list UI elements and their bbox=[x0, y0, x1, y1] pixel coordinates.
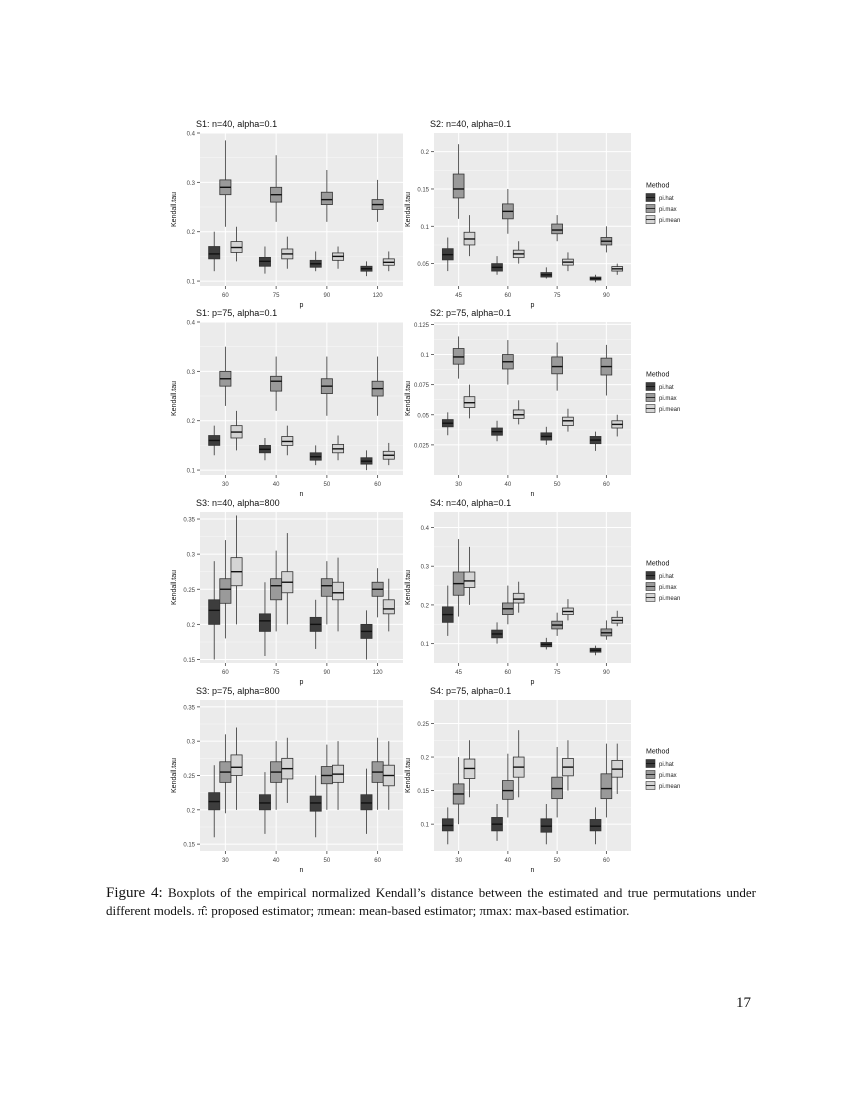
panel-title: S3: n=40, alpha=800 bbox=[196, 498, 280, 508]
y-tick-label: 0.1 bbox=[420, 224, 429, 231]
box-pi.max bbox=[271, 579, 282, 600]
y-tick-label: 0.1 bbox=[420, 822, 429, 829]
y-tick-label: 0.2 bbox=[186, 230, 195, 237]
x-tick-label: 75 bbox=[553, 293, 561, 299]
y-axis-label: Kendall.tau bbox=[171, 380, 178, 417]
x-tick-label: 50 bbox=[553, 482, 561, 488]
x-tick-label: 60 bbox=[504, 670, 512, 676]
x-tick-label: 60 bbox=[603, 482, 610, 488]
x-tick-label: 40 bbox=[272, 482, 280, 488]
box-pi.max bbox=[321, 192, 332, 204]
box-pi.max bbox=[552, 357, 563, 374]
x-tick-label: 60 bbox=[603, 858, 610, 864]
box-pi.max bbox=[453, 174, 464, 198]
y-axis-label: Kendall.tau bbox=[405, 757, 412, 794]
y-tick-label: 0.2 bbox=[186, 622, 195, 629]
panel-background bbox=[200, 322, 403, 475]
x-tick-label: 50 bbox=[553, 858, 561, 864]
x-tick-label: 60 bbox=[222, 670, 229, 676]
y-tick-label: 0.15 bbox=[183, 842, 195, 849]
panel-title: S3: p=75, alpha=800 bbox=[196, 686, 280, 696]
legend-label: pi.hat bbox=[659, 574, 674, 580]
x-tick-label: 50 bbox=[323, 482, 331, 488]
y-axis-label: Kendall.tau bbox=[405, 569, 412, 606]
x-tick-label: 50 bbox=[323, 858, 331, 864]
y-tick-label: 0.05 bbox=[417, 262, 429, 269]
x-axis-label: n bbox=[530, 491, 535, 498]
caption-text: Boxplots of the empirical normalized Kendall’s distance between the estimated and true permutations under different models. π̂: proposed estimator; πmean: mean-based estimator; πmax: max-based estimatior. bbox=[106, 885, 756, 918]
box-pi.mean bbox=[464, 572, 475, 587]
y-tick-label: 0.4 bbox=[186, 131, 195, 138]
y-tick-label: 0.025 bbox=[413, 443, 429, 450]
panel-background bbox=[434, 322, 631, 475]
x-axis-label: n bbox=[530, 867, 535, 874]
y-tick-label: 0.075 bbox=[413, 383, 429, 390]
y-tick-label: 0.2 bbox=[420, 150, 429, 157]
x-tick-label: 30 bbox=[222, 482, 229, 488]
x-tick-label: 90 bbox=[323, 670, 331, 676]
x-tick-label: 45 bbox=[455, 670, 462, 676]
legend-title: Method bbox=[646, 371, 670, 379]
x-axis-label: p bbox=[299, 679, 304, 686]
box-pi.mean bbox=[332, 582, 343, 600]
y-tick-label: 0.1 bbox=[420, 353, 429, 360]
box-pi.hat bbox=[259, 614, 270, 632]
legend-label: pi.mean bbox=[659, 407, 681, 413]
panel-1 bbox=[171, 119, 403, 309]
y-tick-label: 0.1 bbox=[420, 642, 429, 649]
box-pi.hat bbox=[590, 819, 601, 830]
y-tick-label: 0.125 bbox=[413, 322, 429, 329]
legend-label: pi.max bbox=[659, 396, 677, 402]
legend-label: pi.hat bbox=[659, 196, 674, 202]
x-tick-label: 40 bbox=[504, 858, 512, 864]
y-axis-label: Kendall.tau bbox=[405, 191, 412, 228]
panel-title: S1: p=75, alpha=0.1 bbox=[196, 308, 278, 318]
y-tick-label: 0.4 bbox=[420, 525, 429, 532]
x-axis-label: p bbox=[530, 679, 535, 686]
y-axis-label: Kendall.tau bbox=[171, 757, 178, 794]
y-tick-label: 0.3 bbox=[186, 180, 195, 187]
x-tick-label: 60 bbox=[374, 858, 381, 864]
x-tick-label: 90 bbox=[323, 293, 331, 299]
x-tick-label: 30 bbox=[455, 482, 462, 488]
legend-label: pi.hat bbox=[659, 385, 674, 391]
y-tick-label: 0.3 bbox=[186, 739, 195, 746]
legend-label: pi.mean bbox=[659, 596, 681, 602]
panel-2 bbox=[405, 119, 680, 309]
panel-3 bbox=[171, 308, 403, 498]
y-tick-label: 0.05 bbox=[417, 413, 429, 420]
y-axis-label: Kendall.tau bbox=[171, 191, 178, 228]
x-tick-label: 75 bbox=[553, 670, 561, 676]
x-tick-label: 75 bbox=[272, 670, 280, 676]
y-tick-label: 0.15 bbox=[183, 657, 195, 664]
legend-title: Method bbox=[646, 560, 670, 568]
y-tick-label: 0.25 bbox=[417, 721, 429, 728]
y-tick-label: 0.25 bbox=[183, 774, 195, 780]
x-tick-label: 75 bbox=[272, 293, 280, 299]
x-tick-label: 90 bbox=[603, 670, 610, 676]
x-axis-label: n bbox=[299, 491, 304, 498]
y-tick-label: 0.25 bbox=[183, 587, 195, 594]
box-pi.mean bbox=[513, 593, 524, 603]
legend-title: Method bbox=[646, 748, 670, 756]
x-tick-label: 40 bbox=[504, 482, 512, 488]
figure-caption bbox=[106, 884, 756, 920]
legend-title: Method bbox=[646, 182, 670, 190]
y-tick-label: 0.2 bbox=[186, 419, 195, 426]
legend-label: pi.mean bbox=[659, 218, 681, 224]
y-tick-label: 0.3 bbox=[186, 369, 195, 376]
box-pi.max bbox=[321, 579, 332, 597]
y-tick-label: 0.15 bbox=[417, 187, 429, 194]
x-axis-label: n bbox=[299, 867, 304, 874]
x-tick-label: 60 bbox=[504, 293, 512, 299]
y-tick-label: 0.2 bbox=[420, 603, 429, 610]
x-tick-label: 90 bbox=[603, 293, 610, 299]
y-tick-label: 0.1 bbox=[186, 279, 195, 286]
x-tick-label: 30 bbox=[222, 858, 229, 864]
x-tick-label: 120 bbox=[372, 293, 383, 299]
y-tick-label: 0.2 bbox=[420, 755, 429, 762]
y-axis-label: Kendall.tau bbox=[171, 569, 178, 606]
box-pi.max bbox=[271, 376, 282, 391]
x-tick-label: 60 bbox=[374, 482, 381, 488]
box-pi.max bbox=[601, 774, 612, 799]
box-pi.hat bbox=[209, 600, 220, 625]
y-tick-label: 0.1 bbox=[186, 468, 195, 475]
x-tick-label: 40 bbox=[272, 858, 280, 864]
x-tick-label: 30 bbox=[455, 858, 462, 864]
legend-label: pi.max bbox=[659, 207, 677, 213]
y-axis-label: Kendall.tau bbox=[405, 380, 412, 417]
legend-label: pi.hat bbox=[659, 762, 674, 768]
box-pi.max bbox=[220, 579, 231, 604]
box-pi.mean bbox=[383, 600, 394, 614]
panel-8 bbox=[405, 686, 680, 874]
y-tick-label: 0.35 bbox=[183, 705, 195, 712]
panel-7 bbox=[171, 686, 403, 874]
y-tick-label: 0.4 bbox=[186, 320, 195, 327]
panel-title: S1: n=40, alpha=0.1 bbox=[196, 119, 278, 129]
box-pi.mean bbox=[231, 755, 242, 776]
y-tick-label: 0.3 bbox=[186, 552, 195, 559]
panel-background bbox=[434, 133, 631, 286]
panel-title: S4: p=75, alpha=0.1 bbox=[430, 686, 512, 696]
x-tick-label: 60 bbox=[222, 293, 229, 299]
panel-4 bbox=[405, 308, 680, 498]
x-tick-label: 45 bbox=[455, 293, 462, 299]
y-tick-label: 0.15 bbox=[417, 789, 429, 796]
y-tick-label: 0.2 bbox=[186, 808, 195, 815]
box-pi.hat bbox=[209, 247, 220, 259]
legend-label: pi.max bbox=[659, 585, 677, 591]
panel-6 bbox=[405, 498, 680, 686]
panel-title: S2: p=75, alpha=0.1 bbox=[430, 308, 512, 318]
y-tick-label: 0.3 bbox=[420, 564, 429, 571]
panel-5 bbox=[171, 498, 403, 686]
panel-title: S2: n=40, alpha=0.1 bbox=[430, 119, 512, 129]
legend-label: pi.max bbox=[659, 773, 677, 779]
legend-label: pi.mean bbox=[659, 784, 681, 790]
x-axis-label: p bbox=[530, 302, 535, 309]
page-number: 17 bbox=[736, 995, 751, 1011]
caption-label: Figure 4: bbox=[106, 885, 163, 901]
box-pi.max bbox=[552, 224, 563, 234]
panel-title: S4: n=40, alpha=0.1 bbox=[430, 498, 512, 508]
y-tick-label: 0.35 bbox=[183, 517, 195, 524]
x-tick-label: 120 bbox=[372, 670, 383, 676]
x-axis-label: p bbox=[299, 302, 304, 309]
